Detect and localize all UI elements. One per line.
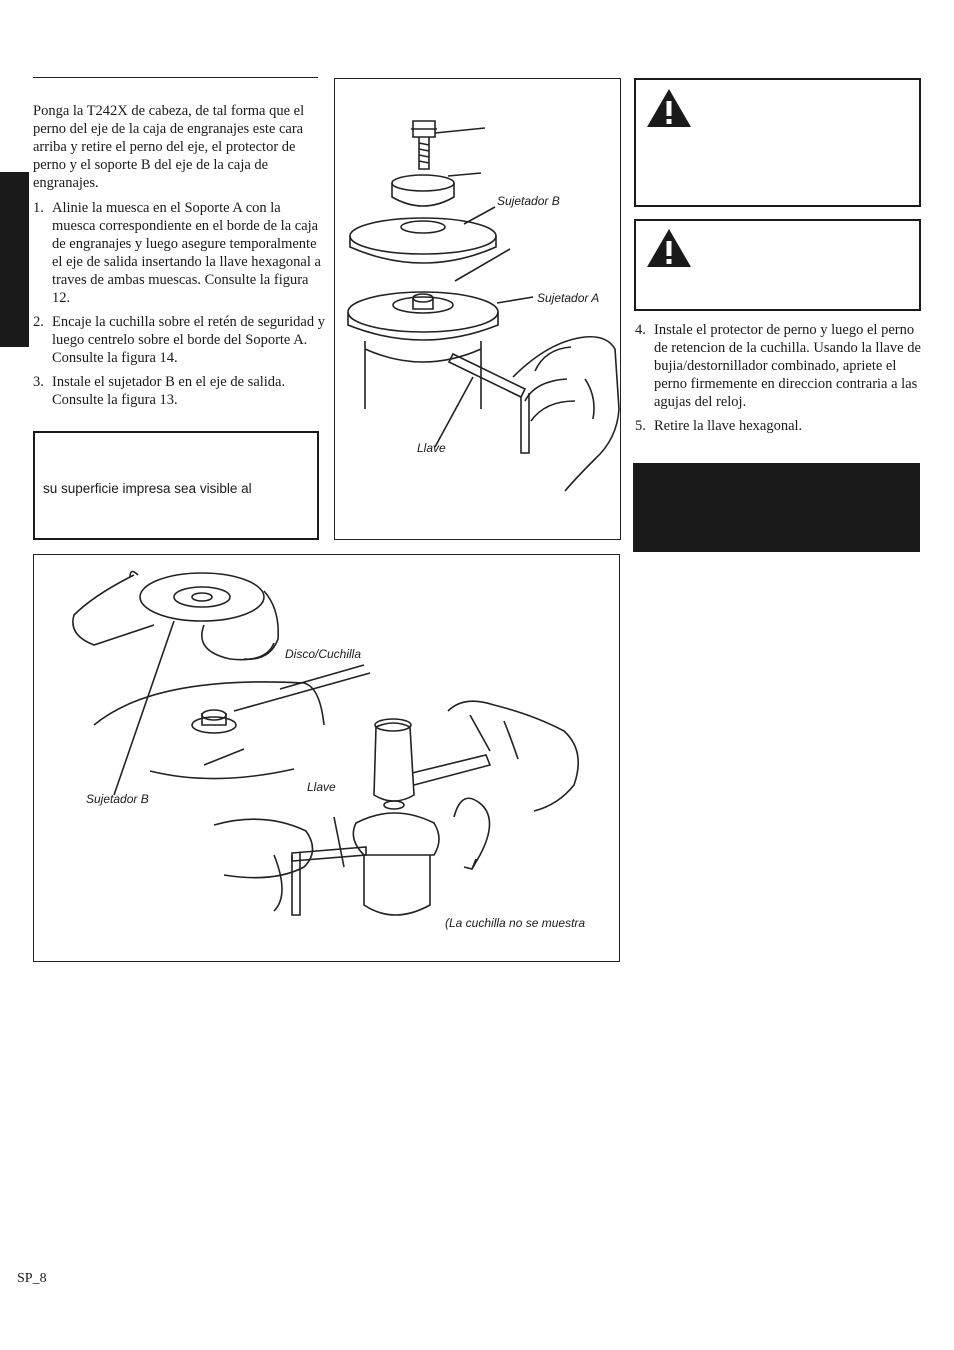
step-text: Instale el sujetador B en el eje de salida. Consulte la figura 13.	[52, 374, 286, 408]
step-text: Retire la llave hexagonal.	[654, 418, 803, 434]
step-number: 1.	[33, 200, 44, 216]
warning-box-1	[634, 78, 921, 207]
warning-triangle-icon	[645, 227, 693, 269]
note-text: su superficie impresa sea visible al	[43, 481, 252, 496]
label-fastener-b: Sujetador B	[497, 194, 560, 208]
figure-bottom-drawing	[34, 555, 621, 963]
dark-notice-box	[633, 463, 920, 552]
page-number: SP_8	[17, 1271, 47, 1286]
step-number: 5.	[635, 418, 646, 434]
step-text: Alinie la muesca en el Soporte A con la muesca correspondiente en el borde de la caja de engranajes y luego asegure temporalmente el eje de salida insertando la llave hexagonal a traves de ambas muescas. Consulte la figura 12.	[52, 200, 321, 306]
figure-bottom	[33, 554, 620, 962]
label-wrench: Llave	[417, 441, 446, 455]
step-number: 4.	[635, 322, 646, 338]
section-side-tab	[0, 172, 29, 347]
step-item	[33, 199, 325, 307]
figure-caption: (La cuchilla no se muestra	[445, 916, 586, 930]
warning-box-2	[634, 219, 921, 311]
note-box	[33, 431, 319, 540]
step-number: 2.	[33, 314, 44, 330]
header-rule	[33, 77, 318, 78]
step-number: 3.	[33, 374, 44, 390]
step-item	[33, 313, 325, 367]
steps-right-list	[635, 321, 923, 435]
label-disc-blade: Disco/Cuchilla	[285, 647, 362, 661]
label-wrench: Llave	[307, 780, 336, 794]
figure-top	[334, 78, 621, 540]
intro-paragraph: Ponga la T242X de cabeza, de tal forma que el perno del eje de la caja de engranajes este cara arriba y retire el perno del eje, el protector de perno y el soporte B del eje de la caja de engranajes.	[33, 103, 305, 191]
step-item	[635, 417, 923, 435]
warning-triangle-icon	[645, 87, 693, 129]
label-fastener-b: Sujetador B	[86, 792, 149, 806]
label-fastener-a: Sujetador A	[537, 291, 600, 305]
step-item	[33, 373, 325, 409]
step-text: Encaje la cuchilla sobre el retén de seguridad y luego centrelo sobre el borde del Soporte A. Consulte la figura 14.	[52, 314, 325, 366]
step-item	[635, 321, 923, 411]
step-text: Instale el protector de perno y luego el perno de retencion de la cuchilla. Usando la llave de bujia/destornillador combinado, apriete el perno firmemente en direccion contraria a las agujas del reloj.	[654, 322, 921, 410]
steps-left-list	[33, 199, 325, 409]
figure-top-drawing	[335, 79, 622, 541]
